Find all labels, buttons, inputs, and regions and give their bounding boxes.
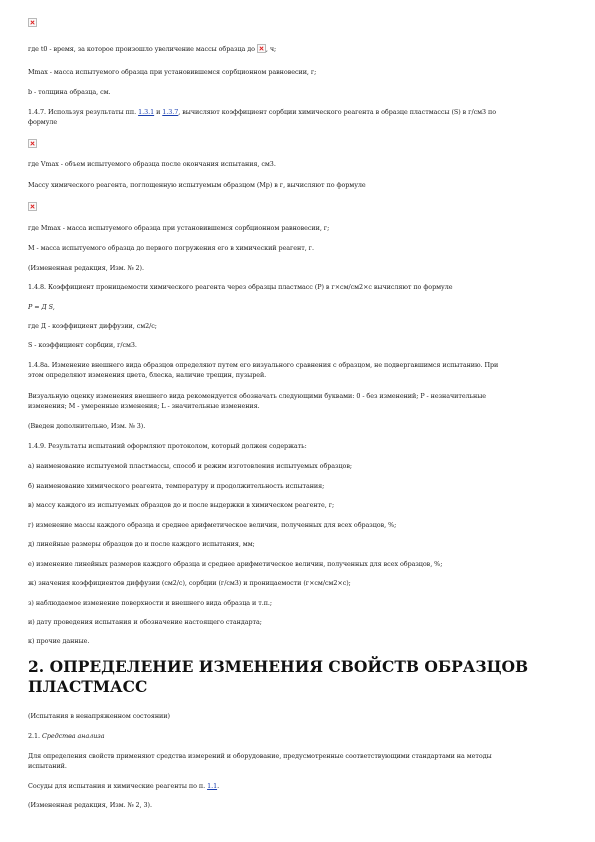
text: 1.4.7. Используя результаты пп. <box>28 108 137 116</box>
subsection-title <box>28 731 568 741</box>
paragraph <box>28 781 568 791</box>
paragraph: где Mmax - масса испытуемого образца при установившемся сорбционном равновесии, г; <box>28 224 330 232</box>
paragraph: (Измененная редакция, Изм. № 2). <box>28 264 144 272</box>
paragraph: M - масса испытуемого образца до первого погружения его в химический реагент, г. <box>28 244 314 252</box>
link-1-3-1[interactable]: 1.3.1 <box>138 108 155 116</box>
text: 2.1. <box>28 732 42 740</box>
text: и <box>154 108 163 116</box>
paragraph: где Vmax - объем испытуемого образца после окончания испытания, см3. <box>28 160 276 168</box>
paragraph: Визуальную оценку изменения внешнего вида рекомендуется обозначать следующими буквами: 0 - без изменений; Р - незначительные <box>28 392 487 400</box>
paragraph: 1.4.9. Результаты испытаний оформляют протоколом, который должен содержать: <box>28 442 307 450</box>
paragraph: этом определяют изменения цвета, блеска, наличие трещин, пузырей. <box>28 371 267 379</box>
paragraph: формуле <box>28 118 58 126</box>
paragraph: Для определения свойств применяют средства измерений и оборудование, предусмотренные соответствующими стандартами на методы <box>28 752 492 760</box>
text: где t0 - время, за которое произошло увеличение массы образца до <box>28 45 255 53</box>
paragraph <box>28 44 568 54</box>
section-heading: 2. ОПРЕДЕЛЕНИЕ ИЗМЕНЕНИЯ СВОЙСТВ ОБРАЗЦОВ ПЛАСТМАСС <box>28 657 529 696</box>
list-item: г) изменение массы каждого образца и среднее арифметическое величин, полученных для всех образцов, %; <box>28 521 397 529</box>
paragraph: (Введен дополнительно, Изм. № 3). <box>28 422 146 430</box>
paragraph: (Испытания в ненапряженном состоянии) <box>28 712 170 720</box>
paragraph: испытаний. <box>28 762 67 770</box>
list-item: к) прочие данные. <box>28 637 90 645</box>
list-item: в) массу каждого из испытуемых образцов до и после выдержки в химическом реагенте, г; <box>28 501 335 509</box>
paragraph: S - коэффициент сорбции, г/см3. <box>28 341 137 349</box>
text: Сосуды для испытания и химические реагенты по п. <box>28 782 206 790</box>
list-item: ж) значения коэффициентов диффузии (см2/с), сорбции (г/см3) и проницаемости (г×см/см2×с); <box>28 579 351 587</box>
list-item: д) линейные размеры образцов до и после каждого испытания, мм; <box>28 540 255 548</box>
broken-image-icon <box>28 18 37 27</box>
formula: P = Д S, <box>28 303 55 311</box>
paragraph: Массу химического реагента, поглощенную испытуемым образцом (Mp) в г, вычисляют по формуле <box>28 181 366 189</box>
broken-image-icon <box>28 202 37 211</box>
paragraph: где Д - коэффициент диффузии, см2/с; <box>28 322 157 330</box>
paragraph: Mmax - масса испытуемого образца при установившемся сорбционном равновесии, г; <box>28 68 317 76</box>
link-1-3-7[interactable]: 1.3.7 <box>162 108 179 116</box>
broken-image-icon <box>28 139 37 148</box>
link-1-1[interactable]: 1.1 <box>207 782 218 790</box>
text: , ч; <box>265 45 277 53</box>
paragraph: изменения; М - умеренные изменения; L - значительные изменения. <box>28 402 260 410</box>
list-item: а) наименование испытуемой пластмассы, способ и режим изготовления испытуемых образцов; <box>28 462 353 470</box>
paragraph: b - толщина образца, см. <box>28 88 111 96</box>
paragraph: 1.4.8. Коэффициент проницаемости химического реагента через образцы пластмасс (P) в г×см/см2×с вычисляют по формуле <box>28 283 453 291</box>
list-item: е) изменение линейных размеров каждого образца и среднее арифметическое величин, полученных для всех образцов, %; <box>28 560 443 568</box>
paragraph: (Измененная редакция, Изм. № 2, 3). <box>28 801 152 809</box>
broken-image-icon <box>257 44 266 53</box>
paragraph: 1.4.8а. Изменение внешнего вида образцов определяют путем его визуального сравнения с образцом, не подвергавшимся испытанию. При <box>28 361 499 369</box>
paragraph <box>28 107 568 117</box>
text: Средства анализа <box>41 732 105 740</box>
text: . <box>217 782 220 790</box>
list-item: б) наименование химического реагента, температуру и продолжительность испытания; <box>28 482 325 490</box>
text: , вычисляют коэффициент сорбции химического реагента в образце пластмассы (S) в г/см3 по <box>178 108 497 116</box>
list-item: з) наблюдаемое изменение поверхности и внешнего вида образца и т.п.; <box>28 599 272 607</box>
list-item: и) дату проведения испытания и обозначение настоящего стандарта; <box>28 618 262 626</box>
